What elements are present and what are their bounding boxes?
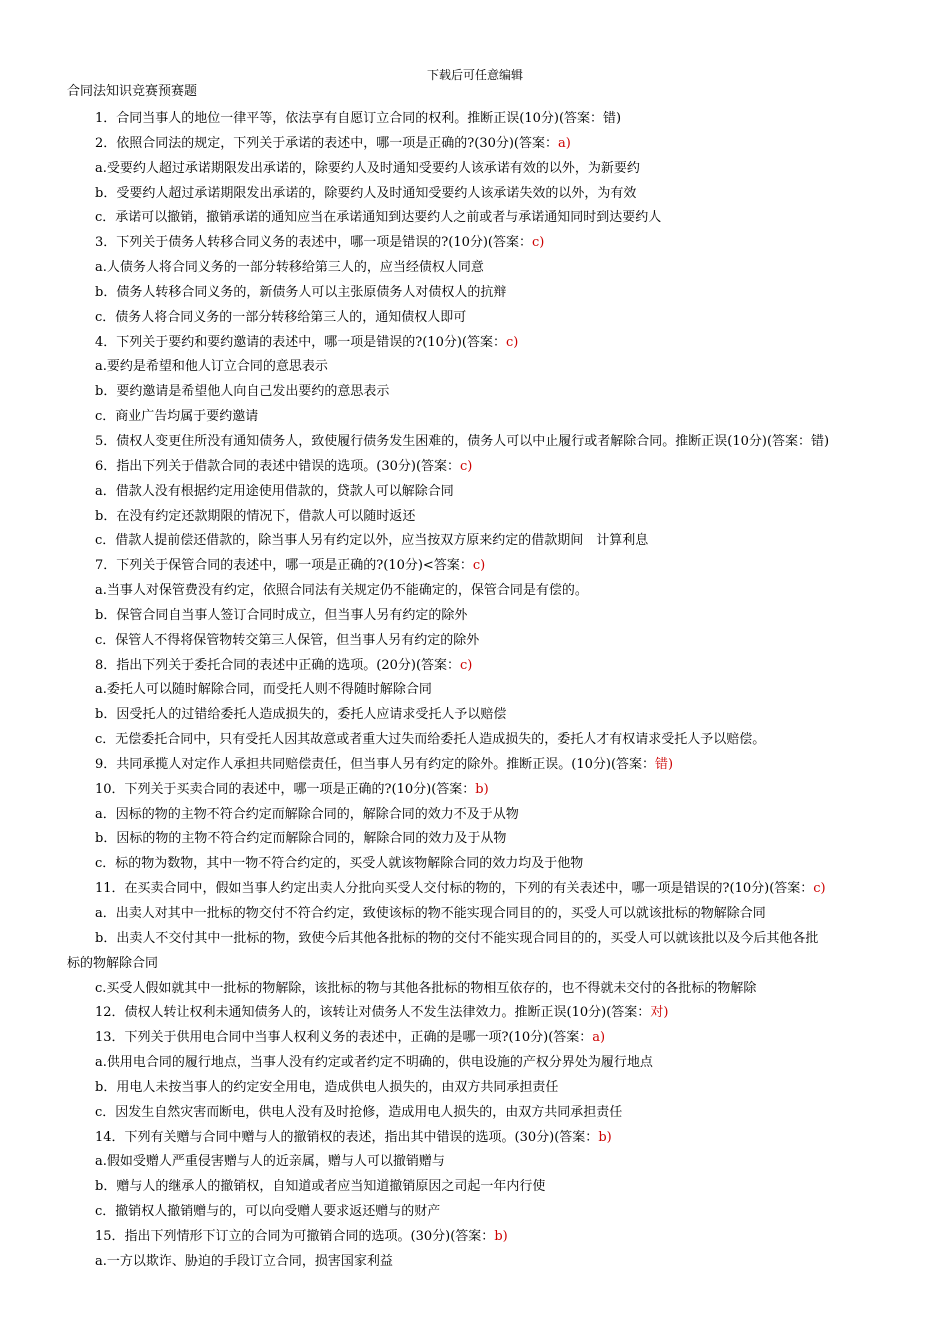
line-text: a.假如受赠人严重侵害赠与人的近亲属，赠与人可以撤销赠与	[95, 1154, 445, 1170]
text-line	[67, 430, 905, 455]
text-line	[67, 380, 905, 405]
text-line	[67, 952, 905, 977]
line-text: 12．债权人转让权利未通知债务人的，该转让对债务人不发生法律效力。推断正误(10分)(答案：	[95, 1005, 651, 1021]
answer-text: a)	[592, 1030, 606, 1046]
text-line	[67, 1101, 905, 1126]
text-line	[67, 505, 905, 530]
text-line	[67, 977, 905, 1002]
text-line	[67, 281, 905, 306]
text-line	[67, 1076, 905, 1101]
text-line	[67, 1001, 905, 1026]
line-text: b．赠与人的继承人的撤销权，自知道或者应当知道撤销原因之司起一年内行使	[95, 1179, 546, 1195]
line-text: c．保管人不得将保管物转交第三人保管，但当事人另有约定的除外	[95, 632, 480, 648]
text-line	[67, 1126, 905, 1151]
line-text: 9．共同承揽人对定作人承担共同赔偿责任，但当事人另有约定的除外。推断正误。(10分)(答案：	[95, 756, 656, 772]
line-text: 2．依照合同法的规定，下列关于承诺的表述中，哪一项是正确的?(30分)(答案：	[95, 135, 558, 151]
line-text: c．无偿委托合同中，只有受托人因其故意或者重大过失而给委托人造成损失的，委托人才有权请求受托人予以赔偿。	[95, 732, 766, 748]
text-line	[67, 455, 905, 480]
line-text: b．保管合同自当事人签订合同时成立，但当事人另有约定的除外	[95, 607, 468, 623]
line-text: b．债务人转移合同义务的，新债务人可以主张原债务人对债权人的抗辩	[95, 284, 507, 300]
text-line	[67, 331, 905, 356]
text-line	[67, 132, 905, 157]
document-title: 合同法知识竞赛预赛题	[67, 84, 198, 99]
text-line	[67, 927, 905, 952]
line-text: a.要约是希望和他人订立合同的意思表示	[95, 359, 328, 375]
answer-text: c)	[532, 235, 545, 251]
text-line	[67, 827, 905, 852]
line-text: b．受要约人超过承诺期限发出承诺的，除要约人及时通知受要约人该承诺失效的以外，为有效	[95, 185, 637, 201]
line-text: 3．下列关于债务人转移合同义务的表述中，哪一项是错误的?(10分)(答案：	[95, 235, 532, 251]
text-line	[67, 107, 905, 132]
text-line	[67, 1225, 905, 1250]
line-text: 5．债权人变更住所没有通知债务人，致使履行债务发生困难的，债务人可以中止履行或者解除合同。推断正误(10分)(答案：错)	[95, 433, 830, 449]
text-line	[67, 157, 905, 182]
text-line	[67, 182, 905, 207]
text-line	[67, 256, 905, 281]
text-line	[67, 231, 905, 256]
line-text: a.受要约人超过承诺期限发出承诺的，除要约人及时通知受要约人该承诺有效的以外，为新要约	[95, 160, 640, 176]
line-text: 7．下列关于保管合同的表述中，哪一项是正确的?(10分)<答案：	[95, 558, 473, 574]
text-line	[67, 355, 905, 380]
line-text: b．要约邀请是希望他人向自己发出要约的意思表示	[95, 384, 390, 400]
line-text: 13．下列关于供用电合同中当事人权利义务的表述中，正确的是哪一项?(10分)(答案：	[95, 1030, 593, 1046]
line-text: c．因发生自然灾害而断电，供电人没有及时抢修，造成用电人损失的，由双方共同承担责任	[95, 1104, 623, 1120]
answer-text: 错)	[655, 756, 674, 772]
text-line	[67, 604, 905, 629]
line-text: c．标的物为数物，其中一物不符合约定的，买受人就该物解除合同的效力均及于他物	[95, 856, 584, 872]
text-line	[67, 405, 905, 430]
text-line	[67, 902, 905, 927]
line-text: a.一方以欺诈、胁迫的手段订立合同，损害国家利益	[95, 1253, 393, 1269]
text-line	[67, 1051, 905, 1076]
text-line	[67, 529, 905, 554]
answer-text: 对)	[650, 1005, 669, 1021]
line-text: c．承诺可以撤销，撤销承诺的通知应当在承诺通知到达要约人之前或者与承诺通知同时到达要约人	[95, 210, 662, 226]
header-note: 下载后可任意编辑	[426, 68, 523, 82]
line-text: a．借款人没有根据约定用途使用借款的，贷款人可以解除合同	[95, 483, 454, 499]
line-text: a.委托人可以随时解除合同，而受托人则不得随时解除合同	[95, 682, 432, 698]
line-text: b．因受托人的过错给委托人造成损失的，委托人应请求受托人予以赔偿	[95, 707, 507, 723]
text-line	[67, 678, 905, 703]
line-text: a．出卖人对其中一批标的物交付不符合约定，致使该标的物不能实现合同目的的，买受人可以就该批标的物解除合同	[95, 906, 766, 921]
text-line	[67, 778, 905, 803]
line-text: a.人债务人将合同义务的一部分转移给第三人的，应当经债权人同意	[95, 260, 484, 276]
text-line	[67, 877, 905, 902]
text-line	[67, 1250, 905, 1275]
answer-text: b)	[494, 1228, 508, 1244]
line-text: 10．下列关于买卖合同的表述中，哪一项是正确的?(10分)(答案：	[95, 781, 476, 797]
line-text: 1．合同当事人的地位一律平等，依法享有自愿订立合同的权利。推断正误(10分)(答案：错)	[95, 111, 622, 126]
text-line	[67, 579, 905, 604]
text-line	[67, 306, 905, 331]
text-line	[67, 803, 905, 828]
text-line	[67, 703, 905, 728]
answer-text: c)	[472, 558, 486, 574]
text-line	[67, 206, 905, 231]
answer-text: c)	[813, 881, 826, 897]
line-text: c．债务人将合同义务的一部分转移给第三人的，通知债权人即可	[95, 309, 467, 325]
line-text: a．因标的物的主物不符合约定而解除合同的，解除合同的效力不及于从物	[95, 806, 519, 822]
line-text: c．撤销权人撤销赠与的，可以向受赠人要求返还赠与的财产	[95, 1204, 441, 1220]
line-text: b．出卖人不交付其中一批标的物，致使今后其他各批标的物的交付不能实现合同目的的，买受人可以就该批以及今后其他各批	[95, 930, 819, 946]
answer-text: b)	[598, 1129, 612, 1145]
line-text: a.供用电合同的履行地点，当事人没有约定或者约定不明确的，供电设施的产权分界处为履行地点	[95, 1055, 653, 1071]
text-line	[67, 753, 905, 778]
line-text: 6．指出下列关于借款合同的表述中错误的选项。(30分)(答案：	[95, 458, 461, 474]
text-line	[67, 852, 905, 877]
line-text: b．在没有约定还款期限的情况下，借款人可以随时返还	[95, 508, 416, 524]
line-text: c.买受人假如就其中一批标的物解除，该批标的物与其他各批标的物相互依存的，也不得就未交付的各批标的物解除	[95, 980, 757, 996]
text-line	[67, 554, 905, 579]
line-text: b．因标的物的主物不符合约定而解除合同的，解除合同的效力及于从物	[95, 831, 507, 847]
line-text: 11．在买卖合同中，假如当事人约定出卖人分批向买受人交付标的物的，下列的有关表述中，哪一项是错误的?(10分)(答案：	[95, 881, 814, 897]
answer-text: c)	[460, 657, 473, 673]
line-text: 14．下列有关赠与合同中赠与人的撤销权的表述，指出其中错误的选项。(30分)(答案：	[95, 1129, 599, 1145]
line-text: 15．指出下列情形下订立的合同为可撤销合同的选项。(30分)(答案：	[95, 1228, 495, 1244]
text-line	[67, 728, 905, 753]
text-line	[67, 480, 905, 505]
line-text: a.当事人对保管费没有约定，依照合同法有关规定仍不能确定的，保管合同是有偿的。	[95, 583, 588, 599]
line-text: b．用电人未按当事人的约定安全用电，造成供电人损失的，由双方共同承担责任	[95, 1079, 559, 1095]
line-text: 8．指出下列关于委托合同的表述中正确的选项。(20分)(答案：	[95, 657, 461, 673]
text-line	[67, 629, 905, 654]
text-line	[67, 1175, 905, 1200]
answer-text: c)	[506, 334, 519, 350]
answer-text: c)	[460, 458, 473, 474]
line-text: c．商业广告均属于要约邀请	[95, 409, 259, 425]
line-text: c．借款人提前偿还借款的，除当事人另有约定以外，应当按双方原来约定的借款期间 计算利息	[95, 533, 649, 549]
line-text: 4．下列关于要约和要约邀请的表述中，哪一项是错误的?(10分)(答案：	[95, 334, 506, 350]
answer-text: b)	[475, 781, 489, 797]
answer-text: a)	[558, 135, 571, 151]
question-list	[67, 107, 905, 1275]
text-line	[67, 1150, 905, 1175]
line-text: 标的物解除合同	[67, 955, 159, 971]
text-line	[67, 654, 905, 679]
text-line	[67, 1026, 905, 1051]
text-line	[67, 1200, 905, 1225]
